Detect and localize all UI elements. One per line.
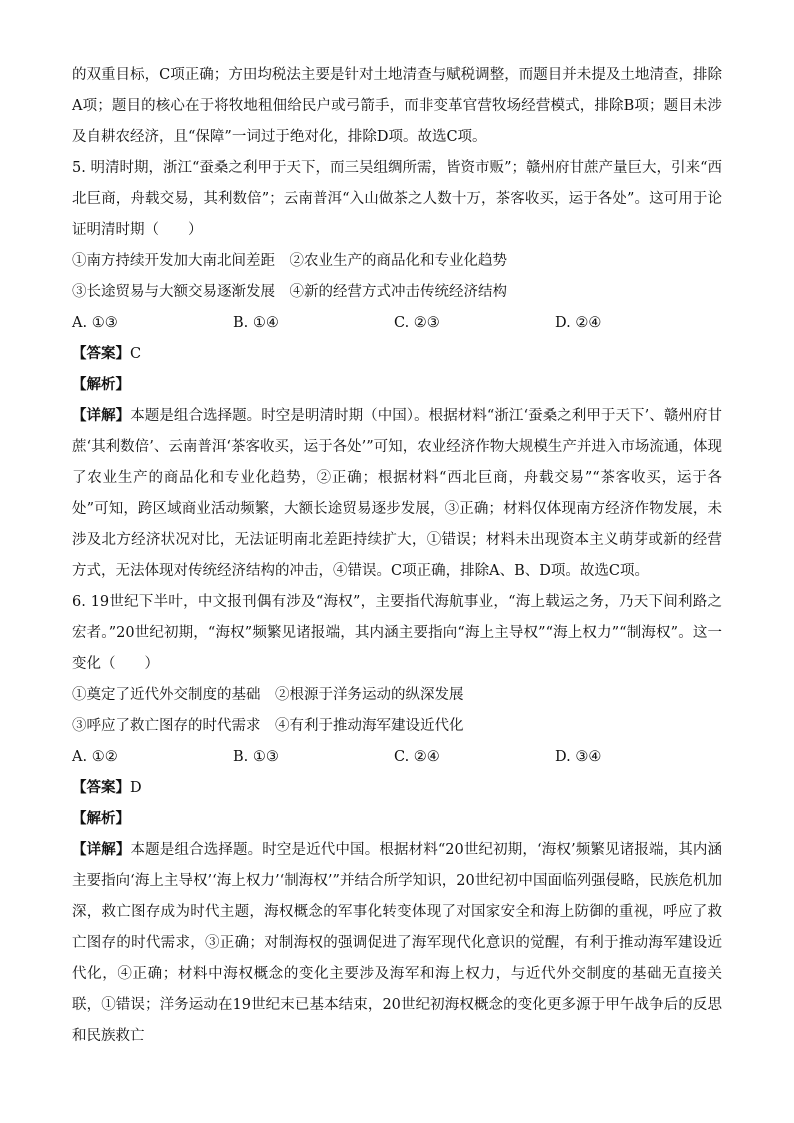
option-a: A. ①③ (72, 315, 118, 331)
option-d: D. ③④ (555, 749, 602, 765)
question-6 (72, 587, 722, 1052)
detail-label: 【详解】 (72, 408, 131, 424)
question-5-stem: 5. 明清时期，浙江“蚕桑之利甲于天下，而三吴组绸所需，皆资市贩”；赣州府甘蔗产量巨大，引来“西北巨商，舟载交易，其利数倍”；云南普洱“入山做茶之人数十万，茶客收买，运于各处”。这可用于论证明清时期（ ） (72, 160, 722, 238)
option-c: C. ②④ (394, 749, 440, 765)
option-b: B. ①④ (233, 315, 279, 331)
question-6-statements-2: ③呼应了救亡图存的时代需求 ④有利于推动海军建设近代化 (72, 718, 464, 734)
option-c: C. ②③ (394, 315, 440, 331)
detail-text: 本题是组合选择题。时空是明清时期（中国）。根据材料“浙江‘蚕桑之利甲于天下’、赣州府甘蔗‘其利数倍’、云南普洱‘茶客收买，运于各处’”可知，农业经济作物大规模生产并进入市场流通，体现了农业生产的商品化和专业化趋势，②正确；根据材料“西北巨商，舟载交易”“茶客收买，运于各处”可知，跨区域商业活动频繁，大额长途贸易逐步发展，③正确；材料仅体现南方经济作物发展，未涉及北方经济状况对比，无法证明南北差距持续扩大，①错误；材料未出现资本主义萌芽或新的经营方式，无法体现对传统经济结构的冲击，④错误。C项正确，排除A、B、D项。故选C项。 (72, 408, 722, 579)
answer-value: D (130, 780, 142, 796)
question-5-answer (72, 339, 722, 370)
question-5-options (72, 308, 722, 339)
question-5-statements-1: ①南方持续开发加大南北间差距 ②农业生产的商品化和专业化趋势 (72, 253, 507, 269)
detail-label: 【详解】 (72, 842, 131, 858)
question-5 (72, 153, 722, 587)
answer-label: 【答案】 (72, 780, 130, 796)
question-5-detail (72, 401, 722, 587)
question-5-analysis-heading (72, 370, 722, 401)
option-b: B. ①③ (233, 749, 279, 765)
question-6-stem: 6. 19世纪下半叶，中文报刊偶有涉及“海权”，主要指代海航事业，“海上载运之务，乃天下间利路之宏者。”20世纪初期，“海权”频繁见诸报端，其内涵主要指向“海上主导权”“海上权力”“制海权”。这一变化（ ） (72, 594, 722, 672)
question-6-detail (72, 835, 722, 1052)
option-a: A. ①② (72, 749, 118, 765)
question-6-options (72, 742, 722, 773)
detail-text: 本题是组合选择题。时空是近代中国。根据材料“20世纪初期，‘海权’频繁见诸报端，其内涵主要指向‘海上主导权’‘海上权力’‘制海权’”并结合所学知识，20世纪初中国面临列强侵略，民族危机加深，救亡图存成为时代主题，海权概念的军事化转变体现了对国家安全和海上防御的重视，呼应了救亡图存的时代需求，③正确；对制海权的强调促进了海军现代化意识的觉醒，有利于推动海军建设近代化，④正确；材料中海权概念的变化主要涉及海军和海上权力，与近代外交制度的基础无直接关联，①错误；洋务运动在19世纪末已基本结束，20世纪初海权概念的变化更多源于甲午战争后的反思和民族救亡 (72, 842, 722, 1044)
analysis-label: 【解析】 (72, 811, 130, 827)
question-5-statements-2: ③长途贸易与大额交易逐渐发展 ④新的经营方式冲击传统经济结构 (72, 284, 507, 300)
option-d: D. ②④ (555, 315, 602, 331)
question-6-statements-1: ①奠定了近代外交制度的基础 ②根源于洋务运动的纵深发展 (72, 687, 464, 703)
question-6-answer (72, 773, 722, 804)
document-page (72, 60, 722, 1052)
answer-label: 【答案】 (72, 346, 130, 362)
answer-value: C (130, 346, 142, 362)
question-6-analysis-heading (72, 804, 722, 835)
previous-answer-text: 的双重目标，C项正确；方田均税法主要是针对土地清查与赋税调整，而题目并未提及土地清查，排除A项；题目的核心在于将牧地租佃给民户或弓箭手，而非变革官营牧场经营模式，排除B项；题目未涉及自耕农经济，且“保障”一词过于绝对化，排除D项。故选C项。 (72, 67, 722, 145)
analysis-label: 【解析】 (72, 377, 130, 393)
